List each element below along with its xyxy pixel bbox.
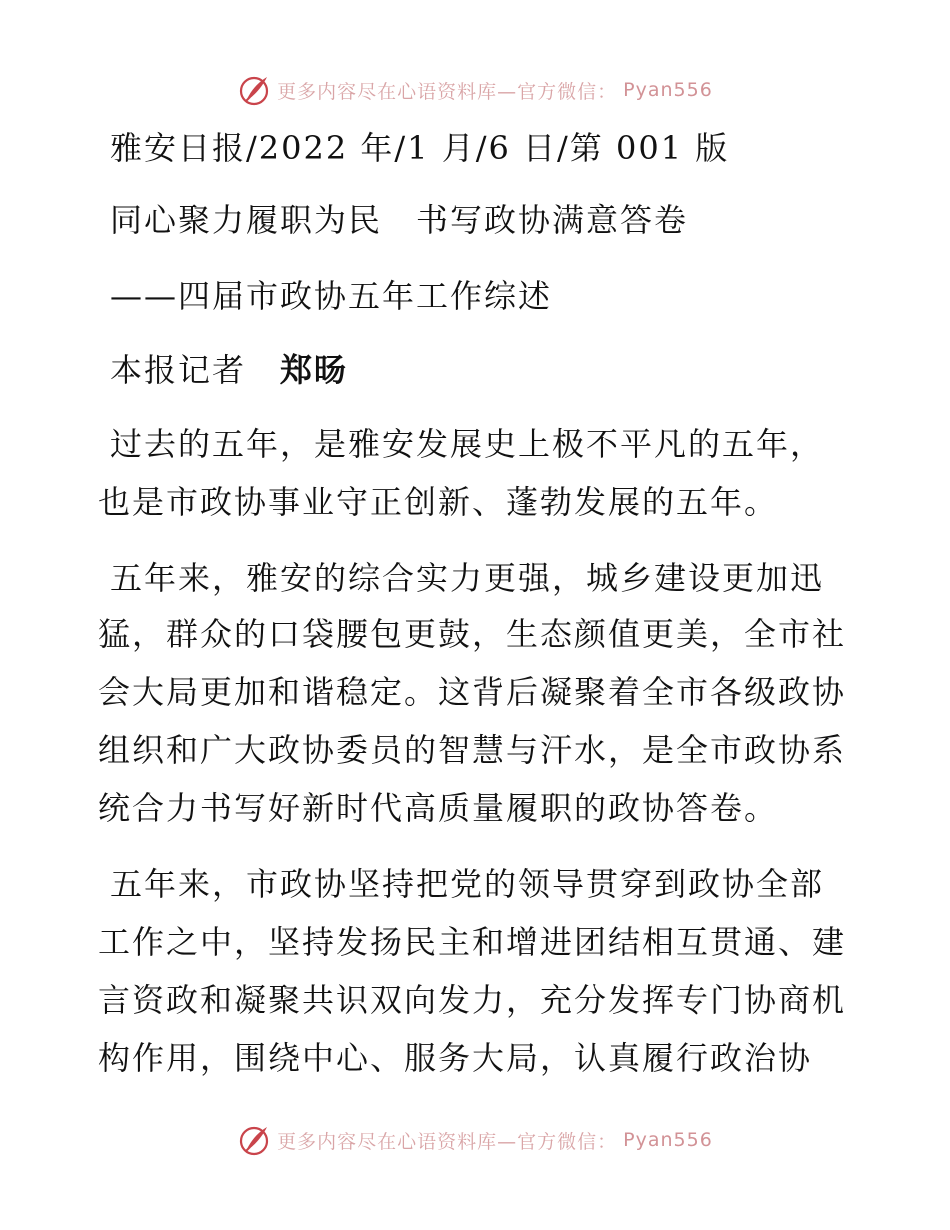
body-line: 言资政和凝聚共识双向发力，充分发挥专门协商机 — [98, 981, 847, 1019]
body-line: 五年来，市政协坚持把党的领导贯穿到政协全部 — [110, 865, 825, 903]
watermark-text: 更多内容尽在心语资料库—官方微信： — [277, 1130, 618, 1153]
body-line: 组织和广大政协委员的智慧与汗水，是全市政协系 — [98, 731, 847, 769]
body-line: 工作之中，坚持发扬民主和增进团结相互贯通、建 — [98, 923, 847, 961]
watermark-wechat-id: Pyan556 — [623, 79, 713, 101]
quill-logo-icon — [237, 73, 271, 107]
body-line: 猛，群众的口袋腰包更鼓，生态颜值更美，全市社 — [98, 615, 847, 653]
footer-watermark — [0, 1120, 950, 1160]
watermark-group — [237, 73, 713, 107]
header-watermark — [0, 70, 950, 110]
body-line: 统合力书写好新时代高质量履职的政协答卷。 — [98, 789, 779, 827]
source-line: 雅安日报/2022 年/1 月/6 日/第 001 版 — [110, 129, 730, 167]
body-line: 会大局更加和谐稳定。这背后凝聚着全市各级政协 — [98, 673, 847, 711]
article-subtitle: ——四届市政协五年工作综述 — [110, 277, 553, 315]
body-line: 过去的五年，是雅安发展史上极不平凡的五年， — [110, 425, 825, 463]
byline-author: 郑旸 — [280, 351, 349, 389]
byline — [110, 350, 870, 390]
watermark-text: 更多内容尽在心语资料库—官方微信： — [277, 80, 618, 103]
watermark-group — [237, 1123, 713, 1157]
article-title: 同心聚力履职为民 书写政协满意答卷 — [110, 201, 689, 239]
body-line: 五年来，雅安的综合实力更强，城乡建设更加迅 — [110, 559, 825, 597]
body-line: 也是市政协事业守正创新、蓬勃发展的五年。 — [98, 483, 779, 521]
watermark-wechat-id: Pyan556 — [623, 1129, 713, 1151]
body-line: 构作用，围绕中心、服务大局，认真履行政治协 — [98, 1039, 813, 1077]
quill-logo-icon — [237, 1123, 271, 1157]
byline-label: 本报记者 — [110, 351, 281, 389]
